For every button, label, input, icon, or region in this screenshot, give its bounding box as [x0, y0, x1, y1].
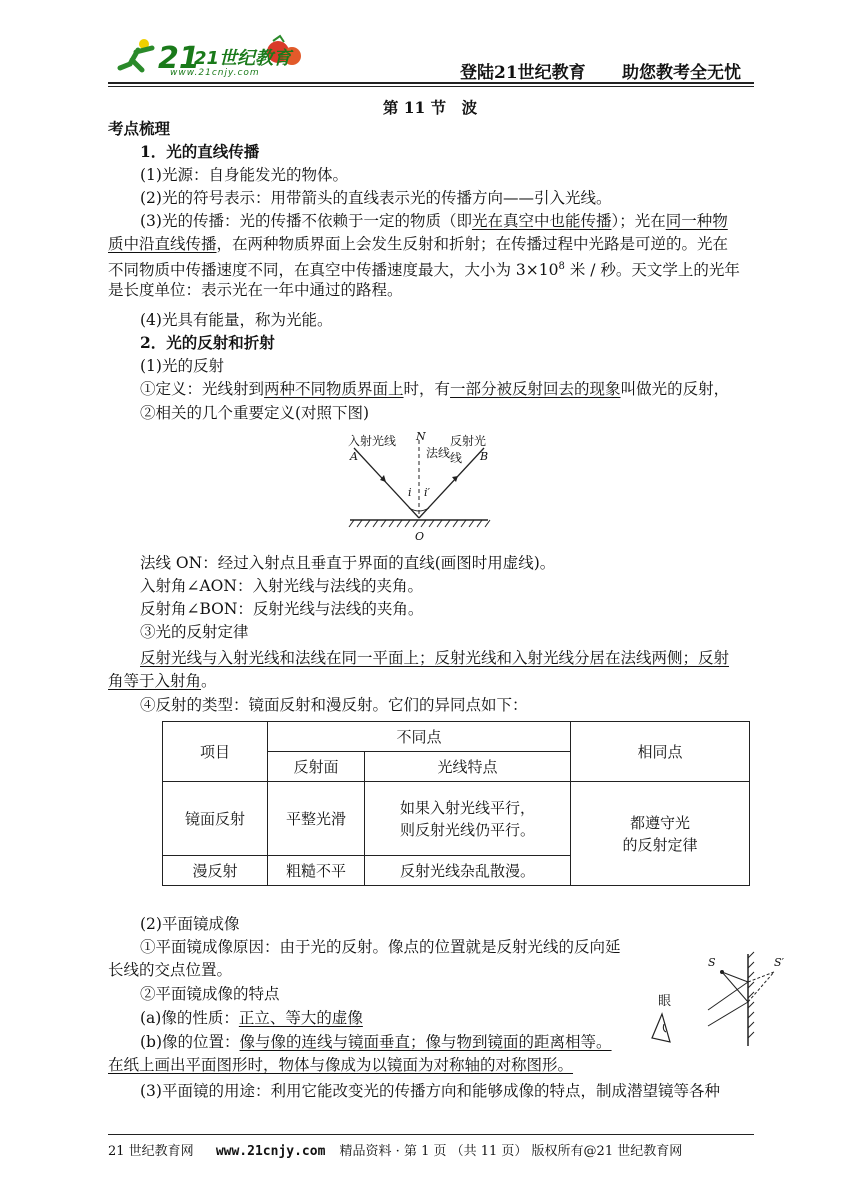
s3-cause-line1: ①平面镜成像原因：由于光的反射。像点的位置就是反射光线的反向延 [140, 938, 621, 956]
text: (a)像的性质： [140, 1009, 239, 1027]
section-label: 考点梳理 [108, 119, 171, 138]
s1-p3-line2 [108, 234, 728, 254]
label-n: N [416, 430, 426, 443]
label-incident: 入射光线 [348, 434, 397, 448]
text: ①定义：光线射到 [140, 380, 265, 398]
s1-p3-line3 [108, 257, 740, 280]
label-b: B [480, 450, 489, 463]
table-cell-mirror-surface: 平整光滑 [268, 782, 365, 856]
underlined-text: 光在真空中也能传播 [471, 212, 612, 230]
s1-p1: (1)光源：自身能发光的物体。 [140, 166, 348, 184]
site-logo[interactable] [108, 30, 308, 82]
table-header-surface: 反射面 [268, 752, 365, 782]
underlined-text: 同一种物 [665, 212, 728, 230]
table-header-same: 相同点 [571, 722, 750, 782]
underlined-text: 角等于入射角 [108, 672, 202, 690]
table-cell-diffuse-name: 漫反射 [163, 856, 268, 886]
header-rule-thin [108, 86, 754, 87]
s3-sub2: (2)平面镜成像 [140, 915, 240, 933]
text: 。 [201, 672, 217, 690]
s3-features: ②平面镜成像的特点 [140, 985, 280, 1003]
text: 都遵守光 [629, 813, 690, 832]
table-header-diff: 不同点 [268, 722, 571, 752]
underlined-text: 正立、等大的虚像 [238, 1009, 363, 1027]
reflection-types: ④反射的类型：镜面反射和漫反射。它们的异同点如下： [140, 696, 528, 714]
text: 如果入射光线平行， [399, 798, 535, 817]
text: 叫做光的反射， [620, 380, 730, 398]
law-line-1: 反射光线与入射光线和法线在同一平面上；反射光线和入射光线分居在法线两侧；反射 [140, 649, 730, 667]
s3-cause-line2: 长线的交点位置。 [108, 961, 233, 979]
table-header-item: 项目 [163, 722, 268, 782]
s3-feature-b-line2: 在纸上画出平面图形时，物体与像成为以镜面为对称轴的对称图形。 [108, 1056, 574, 1074]
text: (b)像的位置： [140, 1033, 240, 1051]
label-s-prime: S′ [774, 956, 785, 969]
underlined-text: 一部分被反射回去的现象 [450, 380, 621, 398]
text: 米 / 秒。天文学上的光年 [564, 261, 740, 280]
table-cell-diffuse-surface: 粗糙不平 [268, 856, 365, 886]
s1-p2: (2)光的符号表示：用带箭头的直线表示光的传播方向——引入光线。 [140, 189, 612, 207]
text: 的反射定律 [622, 835, 698, 854]
underlined-text: 质中沿直线传播 [108, 235, 217, 253]
text: ，在两种物质界面上会发生反射和折射；在传播过程中光路是可逆的。光在 [216, 235, 729, 253]
text: 不同物质中传播速度不同，在真空中传播速度最大，大小为 3×10 [108, 261, 559, 280]
logo-url: www.21cnjy.com [170, 68, 260, 78]
s2-heading: 2．光的反射和折射 [140, 333, 275, 352]
label-o: O [415, 530, 425, 543]
table-cell-mirror-name: 镜面反射 [163, 782, 268, 856]
footer-site: 21 世纪教育网 [108, 1144, 194, 1159]
header-slogan-right: 助您教考全无忧 [622, 63, 741, 83]
header-slogan-left: 登陆21世纪教育 [460, 63, 586, 83]
s3-feature-b [140, 1032, 612, 1052]
reflection-diagram [346, 430, 496, 546]
logo-text: 21世纪教育 [194, 48, 292, 69]
table-cell-diffuse-ray: 反射光线杂乱散漫。 [365, 856, 571, 886]
s1-p3-line1 [140, 211, 728, 231]
s2-sub1: (1)光的反射 [140, 357, 224, 375]
s3-feature-a [140, 1008, 363, 1028]
label-normal: 法线 [426, 446, 451, 460]
s2-def2: ②相关的几个重要定义(对照下图) [140, 404, 370, 422]
header-rule-thick [108, 82, 754, 84]
incident-angle-definition: 入射角∠AON：入射光线与法线的夹角。 [140, 577, 423, 595]
reflection-angle-definition: 反射角∠BON：反射光线与法线的夹角。 [140, 600, 424, 618]
svg-text:21: 21 [158, 41, 200, 76]
normal-definition: 法线 ON：经过入射点且垂直于界面的直线(画图时用虚线)。 [140, 554, 556, 572]
underlined-text: 像与像的连线与镜面垂直；像与物到镜面的距离相等。 [239, 1033, 612, 1051]
page-title: 第 11 节 波 [382, 98, 478, 117]
label-i-prime: i′ [424, 486, 431, 499]
s1-p4: (4)光具有能量，称为光能。 [140, 311, 333, 329]
s1-p3-line4: 是长度单位：表示光在一年中通过的路程。 [108, 281, 403, 299]
law-line-2 [108, 671, 217, 691]
table-cell-mirror-ray [365, 782, 571, 856]
s1-heading: 1．光的直线传播 [140, 142, 260, 161]
label-eye: 眼 [658, 994, 672, 1009]
label-a: A [350, 450, 358, 463]
plane-mirror-diagram [648, 948, 794, 1048]
label-s: S [708, 956, 716, 969]
text: 则反射光线仍平行。 [399, 820, 535, 839]
law-title: ③光的反射定律 [140, 623, 249, 641]
s3-usage: (3)平面镜的用途：利用它能改变光的传播方向和能够成像的特点，制成潜望镜等各种 [140, 1082, 720, 1100]
table-cell-same [571, 782, 750, 886]
footer-rule [108, 1134, 754, 1135]
text: 时，有 [403, 380, 451, 398]
label-i: i [408, 486, 412, 499]
text: ）；光在 [611, 212, 666, 230]
footer-info: 精品资料 · 第 1 页 （共 11 页） 版权所有@21 世纪教育网 [339, 1144, 683, 1159]
s2-definition [140, 379, 729, 399]
page-footer [108, 1140, 682, 1159]
reflection-comparison-table [162, 721, 750, 886]
table-header-ray: 光线特点 [365, 752, 571, 782]
underlined-text: 两种不同物质界面上 [264, 380, 404, 398]
footer-url[interactable]: www.21cnjy.com [215, 1144, 326, 1159]
label-reflected: 反射光线 [450, 434, 487, 465]
text: (3)光的传播：光的传播不依赖于一定的物质（即 [140, 212, 472, 230]
exponent: 8 [558, 261, 565, 272]
